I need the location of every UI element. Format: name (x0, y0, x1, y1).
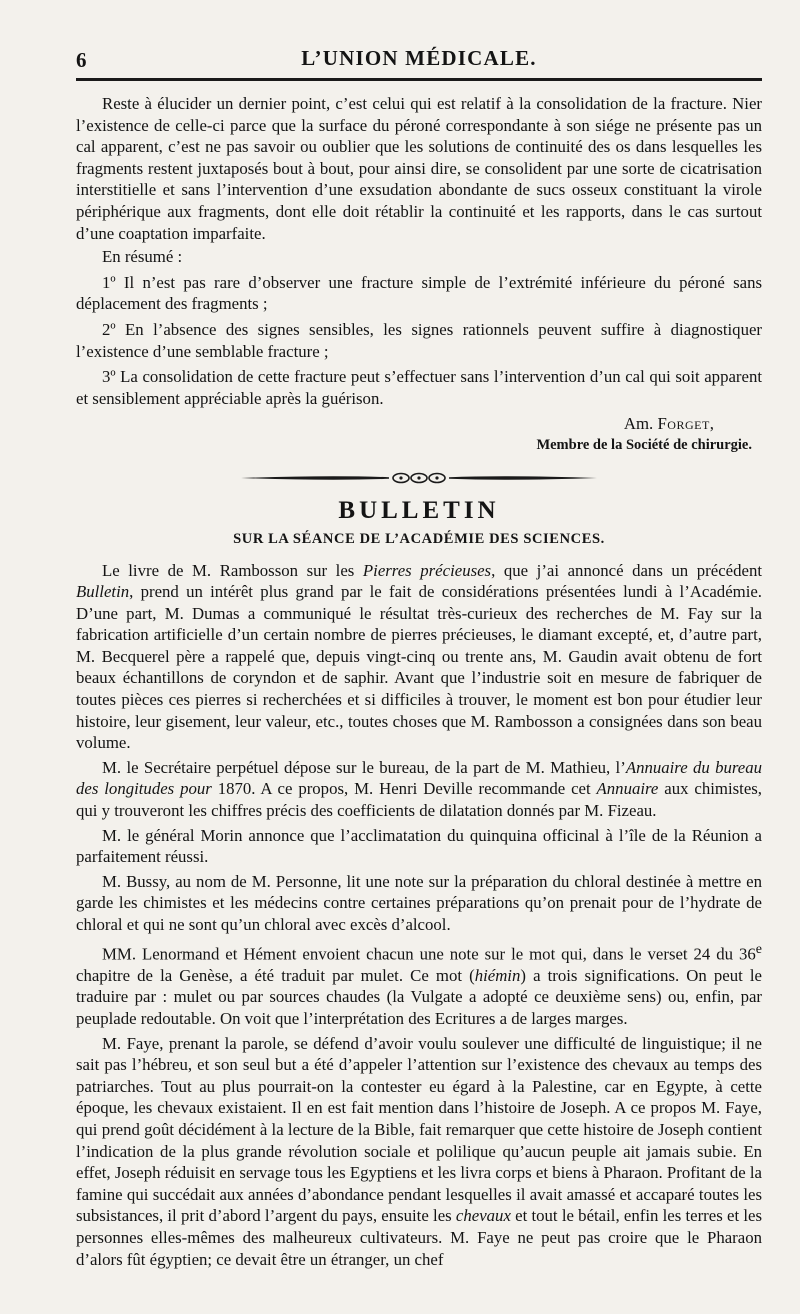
signature-affiliation: Membre de la Société de chirurgie. (536, 436, 752, 453)
text-run: M. Faye, prenant la parole, se défend d’avoir voulu soulever une difficulté de linguistique; il ne sait pas l’hébreu, et son seul but a été d’appeler l’attention sur l’existence des chevaux au temps des patriarches. Tout au plus pourrait-on la contester eu égard à la Palestine, car en Egypte, à cette époque, les chevaux existaient. Il en est fait mention dans l’histoire de Joseph. A ce propos M. Faye, qui prend goût décidément à la lecture de la Bible, fait remarquer que cette histoire de Joseph contient l’indication de la plus grande révolution sociale et polilique qu’aucun peuple ait jamais subie. En effet, Joseph réduisit en servage tous les Egyptiens et les livra corps et biens à Pharaon. Profitant de la famine qui succédait aux années d’abondance pendant lesquelles il avait amassé et accaparé toutes les subsistances, il prit d’abord l’argent du pays, ensuite les (76, 1033, 762, 1226)
italic-title: Bulletin (76, 582, 130, 602)
text-run: aux chimistes, qui y trouveront les chiffres précis des coefficients de dilatation donnés par M. Fizeau. (76, 779, 762, 821)
text-run: 1870. A ce propos, M. Henri Deville recommande cet (211, 779, 597, 799)
italic-word: hiémin (474, 965, 521, 985)
italic-word: chevaux (455, 1206, 511, 1226)
signature-comma: , (709, 414, 714, 434)
italic-title: Annuaire (596, 779, 659, 799)
author-signature (76, 413, 762, 456)
article-conclusion (76, 93, 762, 457)
text-run: et tout le bétail, enfin les terres et les personnes elles-mêmes des malheureux cultivateurs. M. Faye ne peut pas croire que le Pharaon d’alors fût égyptien; ce devait être un étranger, un chef (76, 1206, 762, 1269)
text-run: , prend un intérêt plus grand par le fait de considérations présentées lundi à l’Académie. D’une part, M. Dumas a communiqué le résultat très-curieux des recherches de M. Fay sur la fabrication artificielle d’un certain nombre de pierres précieuses, le diamant excepté, et, d’autre part, M. Becquerel père a rappelé que, depuis vingt-cinq ou trente ans, M. Gaudin avait obtenu de fort beaux échantillons de coryndon et de saphir. Avant que l’industrie soit en mesure de fabriquer de toutes pièces ces pierres si recherchées et si difficiles à trouver, le moment est bon pour étudier leur histoire, leur gisement, leur valeur, etc., toutes choses que M. Rambosson a consignées dans son beau volume. (76, 582, 762, 753)
bulletin-body (76, 560, 762, 1271)
bulletin-title: BULLETIN (338, 496, 500, 524)
resume-heading: En résumé : (102, 247, 183, 267)
signature-prefix: Am. (623, 414, 654, 434)
text-run: MM. Lenormand et Hément envoient chacun une note sur le mot qui, dans le verset 24 du 36 (102, 944, 756, 964)
summary-point-2: 2º En l’absence des signes sensibles, les signes rationnels peuvent suffire à diagnostiquer l’existence d’une semblable fracture ; (76, 319, 762, 361)
paragraph-genese (76, 939, 762, 1030)
summary-point-1: 1º Il n’est pas rare d’observer une fracture simple de l’extrémité inférieure du péroné sans déplacement des fragments ; (76, 272, 762, 314)
superscript: e (755, 941, 762, 957)
signature-name (76, 413, 762, 435)
text-run: Le livre de M. Rambosson sur les (102, 560, 363, 580)
ornament-rule-icon (239, 471, 599, 485)
paragraph-chloral: M. Bussy, au nom de M. Personne, lit une note sur la préparation du chloral destinée à mettre en garde les chimistes et les médecins contre certaines préparations qu’on prenait pour de l’hydrate de chloral et qui ne sont qu’un chloral avec excès d’alcool. (76, 871, 762, 934)
paragraph-quinquina: M. le général Morin annonce que l’acclimatation du quinquina officinal à l’île de la Réunion a parfaitement réussi. (76, 825, 762, 867)
paragraph-consolidation: Reste à élucider un dernier point, c’est celui qui est relatif à la consolidation de la fracture. Nier l’existence de celle-ci parce que la surface du péroné correspondante à son siége ne présente pas un cal apparent, c’est ne pas savoir ou oublier que les solutions de continuité des os dans lesquelles les fragments restent juxtaposés bout à bout, pour ainsi dire, se consolident par une sorte de cicatrisation interstitielle et sans l’intervention d’une exsudation abondante de sucs osseux constituant la virole périphérique aux fragments, dont elle doit rétablir la continuité et les rapports, dans le cas surtout d’une coaptation imparfaite. (76, 94, 762, 243)
paragraph-faye (76, 1033, 762, 1271)
paragraph-annuaire (76, 757, 762, 822)
text-run: M. le Secrétaire perpétuel dépose sur le bureau, de la part de M. Mathieu, l’ (102, 757, 626, 777)
bulletin-subtitle: SUR LA SÉANCE DE L’ACADÉMIE DES SCIENCES. (233, 530, 605, 547)
italic-title: Pierres précieuses (362, 560, 492, 580)
signature-surname: Forget (657, 414, 710, 434)
text-run: , que j’ai annoncé dans un précédent (491, 560, 762, 580)
text-run: chapitre de la Genèse, a été traduit par mulet. Ce mot ( (76, 965, 475, 985)
summary-point-3: 3º La consolidation de cette fracture peut s’effectuer sans l’intervention d’un cal qui soit apparent et sensiblement appréciable après la guérison. (76, 367, 762, 408)
running-title: L’UNION MÉDICALE. (301, 46, 537, 70)
page-number: 6 (76, 48, 87, 72)
header-rule (76, 78, 762, 81)
italic-title: Annuaire du bureau des longitudes pour (76, 757, 763, 799)
paragraph-rambosson (76, 560, 762, 754)
section-ornament (239, 471, 599, 485)
text-run: ) a trois significations. On peut le traduire par : mulet ou par sources chaudes (la Vulgate a adopté ce deuxième sens) ou, enfin, par peuplade redoutable. On voit que l’interprétation des Ecritures a de larges marges. (76, 965, 762, 1028)
page-header (76, 42, 762, 72)
